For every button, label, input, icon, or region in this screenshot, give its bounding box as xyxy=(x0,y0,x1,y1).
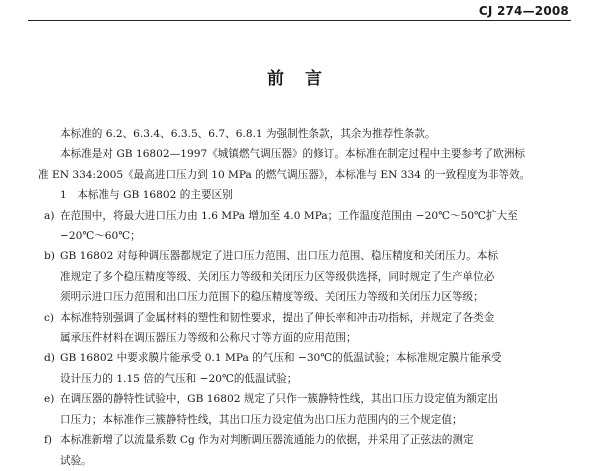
item-label: d) xyxy=(44,352,55,365)
list-item xyxy=(38,308,574,349)
item-line: 须明示进口压力范围和出口压力范围下的稳压精度等级、关闭压力等级和关闭压力区等级； xyxy=(60,291,484,304)
item-line: 本标准新增了以流量系数 Cg 作为对判断调压器流通能力的依据，并采用了正弦法的测定 xyxy=(60,434,474,447)
section-heading: 1 本标准与 GB 16802 的主要区别 xyxy=(60,189,233,202)
item-line: 准规定了多个稳压精度等级、关闭压力等级和关闭压力区等级供选择，同时规定了生产单位必 xyxy=(60,270,495,283)
list-item xyxy=(38,430,574,471)
item-line: 在调压器的静特性试验中，GB 16802 规定了只作一簇静特性线，其出口压力设定值为额定出 xyxy=(60,393,499,406)
item-label: a) xyxy=(44,209,55,222)
list-item xyxy=(38,206,574,247)
paragraph-revision-line2: 准 EN 334:2005《最高进口压力到 10 MPa 的燃气调压器》，本标准与 EN 334 的一致程度为非等效。 xyxy=(38,168,531,181)
item-label: f) xyxy=(44,434,53,447)
item-line: 口压力；本标准作三簇静特性线，其出口压力设定值为出口压力范围内的三个规定值； xyxy=(60,413,463,426)
document-body xyxy=(38,124,574,471)
paragraph-mandatory-clauses: 本标准的 6.2、6.3.4、6.3.5、6.7、6.8.1 为强制性条款，其余为推荐性条款。 xyxy=(60,128,436,140)
page-title: 前 言 xyxy=(267,69,324,89)
standard-code: CJ 274—2008 xyxy=(478,4,569,18)
item-label: e) xyxy=(44,393,55,406)
item-label: b) xyxy=(44,250,55,263)
item-line: GB 16802 对每种调压器都规定了进口压力范围、出口压力范围、稳压精度和关闭压力。本标 xyxy=(60,250,499,263)
item-line: 试验。 xyxy=(60,454,92,467)
item-line: 属承压件材料在调压器压力等级和公称尺寸等方面的应用范围； xyxy=(60,332,357,345)
item-line: 本标准特别强调了金属材料的塑性和韧性要求，提出了伸长率和冲击功指标，并规定了各类金 xyxy=(60,311,495,324)
item-line: −20℃～60℃； xyxy=(60,230,141,243)
list-item xyxy=(38,348,574,389)
item-label: c) xyxy=(44,311,55,324)
item-line: GB 16802 中要求膜片能承受 0.1 MPa 的气压和 −30℃的低温试验；本标准规定膜片能承受 xyxy=(60,352,502,365)
item-line: 在范围中，将最大进口压力由 1.6 MPa 增加至 4.0 MPa；工作温度范围由 −20℃～50℃扩大至 xyxy=(60,209,518,222)
paragraph-revision-line1: 本标准是对 GB 16802—1997《城镇燃气调压器》的修订。本标准在制定过程中主要参考了欧洲标 xyxy=(60,148,526,161)
item-line: 设计压力的 1.15 倍的气压和 −20℃的低温试验； xyxy=(60,372,298,385)
list-item xyxy=(38,389,574,430)
header-rule xyxy=(28,20,571,21)
list-item xyxy=(38,246,574,307)
